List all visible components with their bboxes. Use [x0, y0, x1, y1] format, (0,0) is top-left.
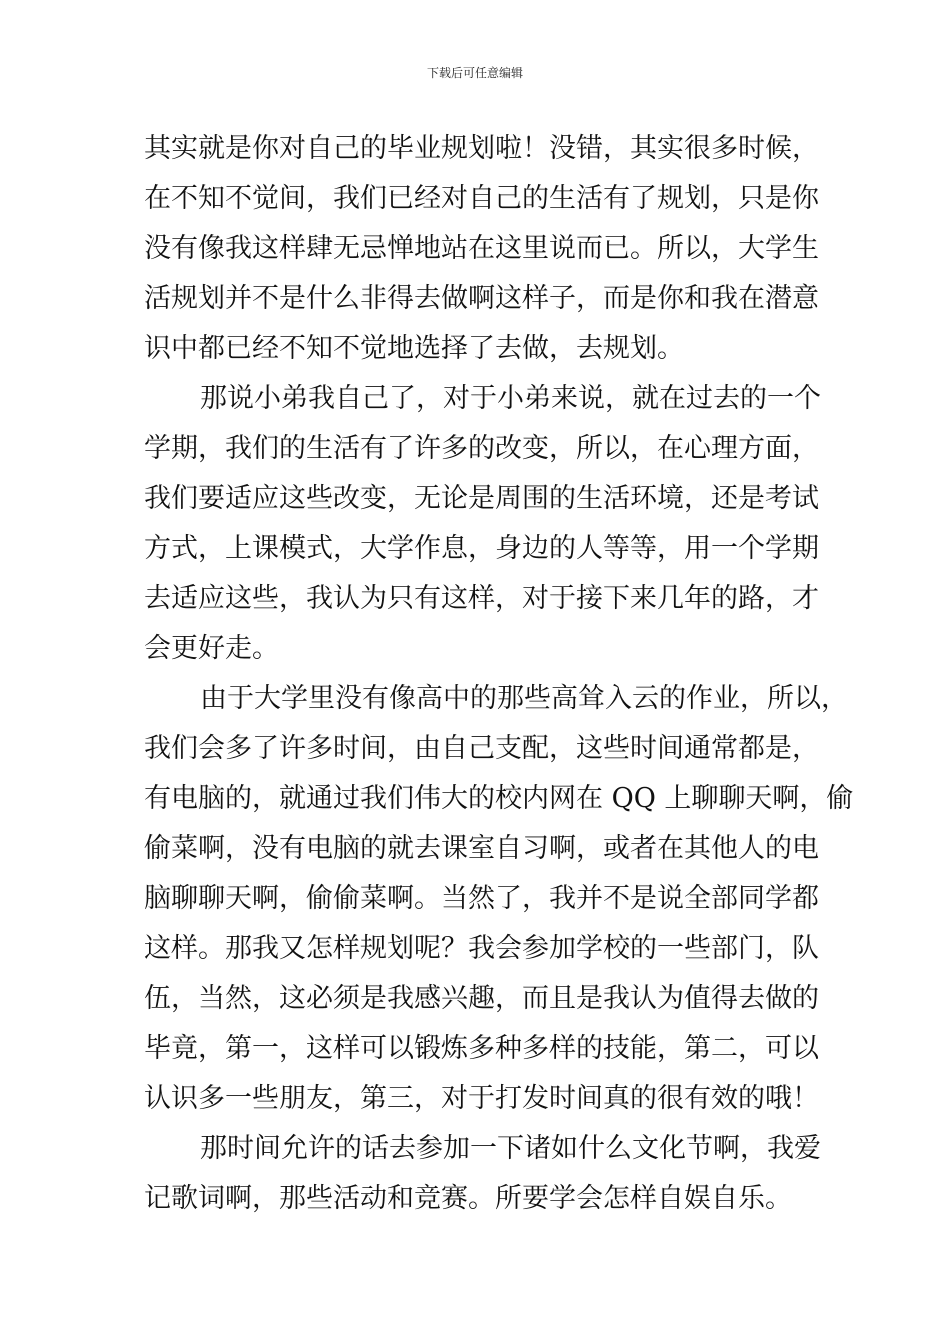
text-line: 伍，当然，这必须是我感兴趣，而且是我认为值得去做的 [144, 983, 819, 1014]
text-line: 毕竟，第一，这样可以锻炼多种多样的技能，第二，可以 [144, 1033, 819, 1064]
text-line: 活规划并不是什么非得去做啊这样子，而是你和我在潜意 [144, 283, 819, 314]
text-line: 有电脑的，就通过我们伟大的校内网在 QQ 上聊聊天啊，偷 [144, 783, 854, 814]
text-line: 那说小弟我自己了，对于小弟来说，就在过去的一个 [200, 383, 821, 414]
paragraph-1 [144, 124, 824, 374]
page-header: 下载后可任意编辑 [426, 66, 523, 80]
text-line: 这样。那我又怎样规划呢？我会参加学校的一些部门，队 [144, 933, 819, 964]
paragraph-4 [144, 1124, 824, 1224]
text-line: 记歌词啊，那些活动和竞赛。所要学会怎样自娱自乐。 [144, 1183, 792, 1214]
text-line: 没有像我这样肆无忌惮地站在这里说而已。所以，大学生 [144, 233, 819, 264]
text-line: 认识多一些朋友，第三，对于打发时间真的很有效的哦！ [144, 1083, 819, 1114]
text-line: 我们要适应这些改变，无论是周围的生活环境，还是考试 [144, 483, 819, 514]
text-line: 识中都已经不知不觉地选择了去做，去规划。 [144, 333, 684, 364]
text-line: 在不知不觉间，我们已经对自己的生活有了规划，只是你 [144, 183, 819, 214]
document-body [144, 124, 854, 1224]
text-line: 我们会多了许多时间，由自己支配，这些时间通常都是， [144, 733, 819, 764]
paragraph-2 [144, 374, 824, 674]
text-line: 会更好走。 [144, 633, 279, 664]
text-line: 由于大学里没有像高中的那些高耸入云的作业，所以， [200, 683, 848, 714]
text-line: 其实就是你对自己的毕业规划啦！没错，其实很多时候， [144, 133, 819, 164]
text-line: 脑聊聊天啊，偷偷菜啊。当然了，我并不是说全部同学都 [144, 883, 819, 914]
text-line: 偷菜啊，没有电脑的就去课室自习啊，或者在其他人的电 [144, 833, 819, 864]
text-line: 去适应这些，我认为只有这样，对于接下来几年的路，才 [144, 583, 819, 614]
text-line: 那时间允许的话去参加一下诸如什么文化节啊，我爱 [200, 1133, 821, 1164]
text-line: 学期，我们的生活有了许多的改变，所以，在心理方面， [144, 433, 819, 464]
paragraph-3 [144, 674, 854, 1124]
text-line: 方式，上课模式，大学作息，身边的人等等，用一个学期 [144, 533, 819, 564]
